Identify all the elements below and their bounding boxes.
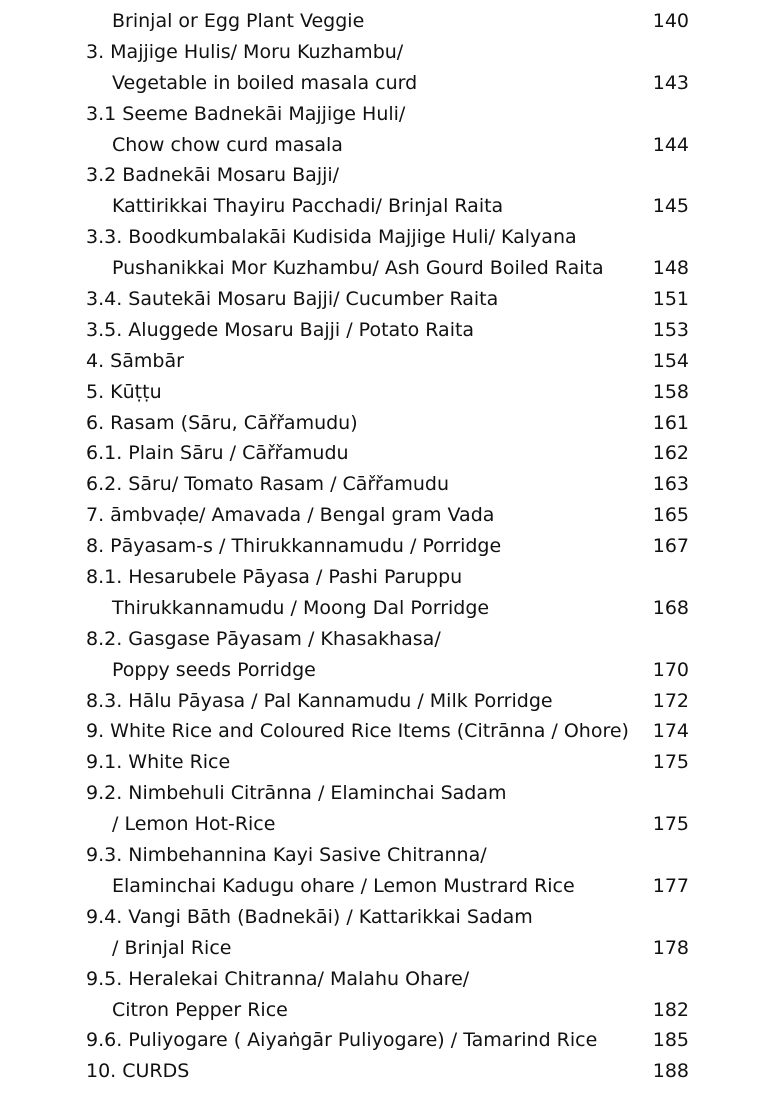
toc-entry-title: Thirukkannamudu / Moong Dal Porridge <box>112 596 490 619</box>
toc-entry-title: 9.6. Puliyogare ( Aiyaṅgār Puliyogare) / Tamarind Rice <box>86 1029 598 1052</box>
toc-entry-title: Citron Pepper Rice <box>112 998 288 1021</box>
toc-entry-page-number: 175 <box>652 813 689 836</box>
toc-entry-page-number: 140 <box>652 10 689 32</box>
toc-entry-title: 8. Pāyasam-s / Thirukkannamudu / Porridge <box>86 535 502 558</box>
toc-entry <box>0 593 780 624</box>
toc-entry-title: 3.4. Sautekāi Mosaru Bajji/ Cucumber Raita <box>86 288 499 311</box>
toc-entry-page-number: 163 <box>652 473 689 496</box>
toc-entry-page-number: 154 <box>652 349 689 372</box>
toc-entry-title: 3.1 Seeme Badnekāi Majjige Huli/ <box>86 102 406 125</box>
toc-entry-title: 4. Sāmbār <box>86 349 184 372</box>
toc-entry <box>0 809 780 840</box>
toc-entry-title: Poppy seeds Porridge <box>112 658 316 681</box>
toc-entry <box>0 840 780 871</box>
toc-entry-page-number: 185 <box>652 1029 689 1052</box>
table-of-contents <box>0 6 780 1087</box>
toc-entry <box>0 1056 780 1087</box>
toc-entry <box>0 438 780 469</box>
toc-entry <box>0 160 780 191</box>
toc-entry-page-number: 153 <box>652 318 689 341</box>
toc-entry <box>0 562 780 593</box>
toc-entry <box>0 284 780 315</box>
toc-entry-title: Brinjal or Egg Plant Veggie <box>112 10 365 32</box>
toc-entry-page-number: 178 <box>652 936 689 959</box>
toc-entry-page-number: 165 <box>652 504 689 527</box>
toc-entry-title: Elaminchai Kadugu ohare / Lemon Mustrard Rice <box>112 874 575 897</box>
toc-entry-title: 3.2 Badnekāi Mosaru Bajji/ <box>86 164 340 187</box>
toc-entry <box>0 408 780 439</box>
toc-entry-title: 7. āmbvaḍe/ Amavada / Bengal gram Vada <box>86 504 495 527</box>
toc-entry <box>0 99 780 130</box>
toc-entry-title: 8.3. Hālu Pāyasa / Pal Kannamudu / Milk Porridge <box>86 689 553 712</box>
toc-entry-page-number: 182 <box>652 998 689 1021</box>
toc-entry-title: 8.2. Gasgase Pāyasam / Khasakhasa/ <box>86 627 441 650</box>
toc-entry <box>0 747 780 778</box>
toc-entry-page-number: 167 <box>652 535 689 558</box>
toc-entry-page-number: 188 <box>652 1060 689 1083</box>
toc-entry <box>0 1025 780 1056</box>
toc-entry <box>0 191 780 222</box>
toc-entry-title: 5. Kūṭṭu <box>86 380 162 403</box>
toc-entry <box>0 469 780 500</box>
toc-entry <box>0 500 780 531</box>
toc-entry-page-number: 177 <box>652 874 689 897</box>
toc-entry-page-number: 143 <box>652 71 689 94</box>
toc-entry <box>0 6 780 37</box>
toc-entry-page-number: 162 <box>652 442 689 465</box>
toc-entry <box>0 37 780 68</box>
toc-entry-title: 8.1. Hesarubele Pāyasa / Pashi Paruppu <box>86 566 463 589</box>
toc-entry <box>0 531 780 562</box>
toc-entry <box>0 933 780 964</box>
toc-entry-page-number: 170 <box>652 658 689 681</box>
toc-entry-page-number: 148 <box>652 257 689 280</box>
toc-entry-page-number: 158 <box>652 380 689 403</box>
toc-entry-page-number: 161 <box>652 411 689 434</box>
toc-entry <box>0 716 780 747</box>
toc-entry-title: Pushanikkai Mor Kuzhambu/ Ash Gourd Boiled Raita <box>112 257 604 280</box>
toc-entry-title: 6. Rasam (Sāru, Cāřřamudu) <box>86 411 358 434</box>
toc-entry-title: / Lemon Hot-Rice <box>112 813 276 836</box>
toc-entry <box>0 253 780 284</box>
toc-entry-title: 9. White Rice and Coloured Rice Items (Citrānna / Ohore) <box>86 720 629 743</box>
toc-entry <box>0 222 780 253</box>
toc-entry <box>0 964 780 995</box>
toc-entry-title: 6.1. Plain Sāru / Cāřřamudu <box>86 442 349 465</box>
toc-entry-title: Vegetable in boiled masala curd <box>112 71 418 94</box>
toc-entry-title: 9.5. Heralekai Chitranna/ Malahu Ohare/ <box>86 967 470 990</box>
toc-entry-title: Chow chow curd masala <box>112 133 343 156</box>
toc-entry-title: / Brinjal Rice <box>112 936 232 959</box>
toc-entry <box>0 902 780 933</box>
toc-entry-title: 3.3. Boodkumbalakāi Kudisida Majjige Huli/ Kalyana <box>86 226 577 249</box>
toc-entry-page-number: 174 <box>652 720 689 743</box>
toc-entry <box>0 346 780 377</box>
toc-entry-title: 9.3. Nimbehannina Kayi Sasive Chitranna/ <box>86 844 487 867</box>
toc-entry-page-number: 145 <box>652 195 689 218</box>
toc-entry <box>0 655 780 686</box>
toc-entry-title: 9.1. White Rice <box>86 751 231 774</box>
toc-entry-title: 10. CURDS <box>86 1060 190 1083</box>
toc-entry <box>0 686 780 717</box>
toc-entry <box>0 995 780 1026</box>
toc-entry <box>0 68 780 99</box>
toc-entry-title: 6.2. Sāru/ Tomato Rasam / Cāřřamudu <box>86 473 450 496</box>
toc-entry-title: 9.2. Nimbehuli Citrānna / Elaminchai Sadam <box>86 782 507 805</box>
toc-entry-page-number: 151 <box>652 288 689 311</box>
toc-entry <box>0 130 780 161</box>
toc-entry-page-number: 168 <box>652 596 689 619</box>
toc-entry <box>0 871 780 902</box>
toc-entry-title: 3.5. Aluggede Mosaru Bajji / Potato Raita <box>86 318 475 341</box>
toc-entry <box>0 315 780 346</box>
toc-entry-title: Kattirikkai Thayiru Pacchadi/ Brinjal Raita <box>112 195 504 218</box>
toc-entry-page-number: 172 <box>652 689 689 712</box>
toc-entry-page-number: 175 <box>652 751 689 774</box>
toc-entry <box>0 624 780 655</box>
toc-entry-title: 9.4. Vangi Bāth (Badnekāi) / Kattarikkai Sadam <box>86 905 533 928</box>
toc-entry-page-number: 144 <box>652 133 689 156</box>
toc-entry <box>0 778 780 809</box>
toc-entry <box>0 377 780 408</box>
toc-entry-title: 3. Majjige Hulis/ Moru Kuzhambu/ <box>86 40 404 63</box>
